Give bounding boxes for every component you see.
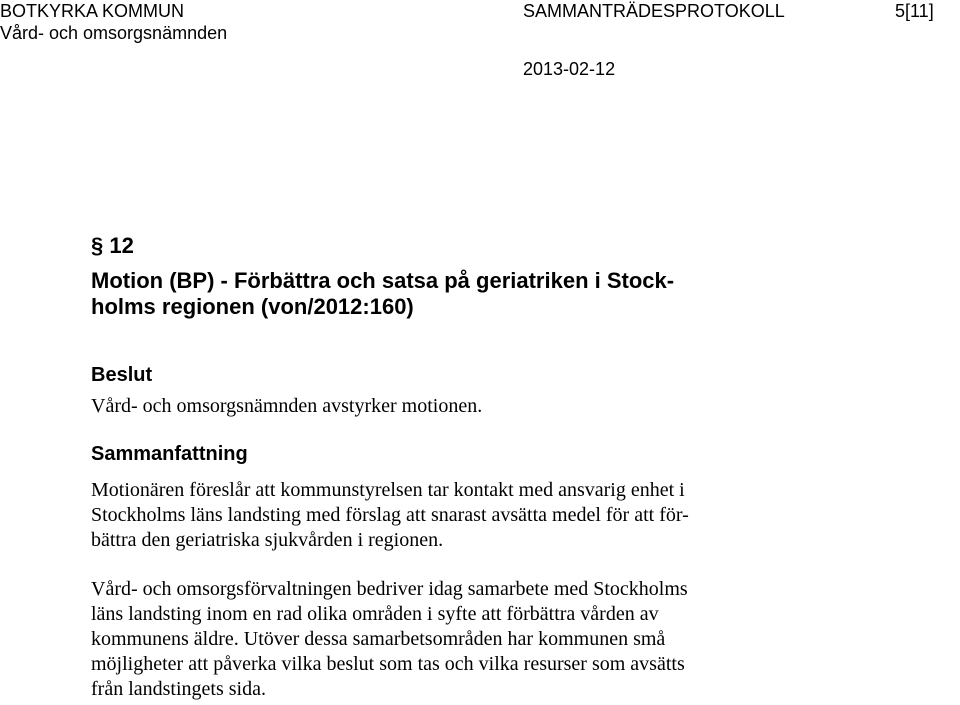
section-title-line: Motion (BP) - Förbättra och satsa på geriatriken i Stock- xyxy=(91,268,675,293)
summary-line: möjligheter att påverka vilka beslut som tas och vilka resurser som avsätts xyxy=(91,653,685,675)
summary-heading: Sammanfattning xyxy=(91,443,248,465)
document-type: SAMMANTRÄDESPROTOKOLL xyxy=(523,1,785,21)
section-number: § 12 xyxy=(91,233,134,258)
summary-line: Vård- och omsorgsförvaltningen bedriver idag samarbete med Stockholms xyxy=(91,578,688,600)
meeting-date: 2013-02-12 xyxy=(523,59,616,79)
section-title-line: holms regionen (von/2012:160) xyxy=(91,294,414,319)
summary-line: från landstingets sida. xyxy=(91,678,266,700)
summary-line: läns landsting inom en rad olika områden i syfte att förbättra vården av xyxy=(91,603,659,625)
summary-line: Motionären föreslår att kommunstyrelsen tar kontakt med ansvarig enhet i xyxy=(91,479,685,501)
summary-line: Stockholms läns landsting med förslag att snarast avsätta medel för att för- xyxy=(91,504,689,526)
summary-line: bättra den geriatriska sjukvården i regionen. xyxy=(91,529,444,551)
decision-text: Vård- och omsorgsnämnden avstyrker motionen. xyxy=(91,395,483,417)
summary-line: kommunens äldre. Utöver dessa samarbetsområden har kommunen små xyxy=(91,628,666,650)
page-number: 5[11] xyxy=(895,1,934,21)
organization-name: BOTKYRKA KOMMUN xyxy=(0,1,185,21)
decision-heading: Beslut xyxy=(91,364,153,386)
committee-name: Vård- och omsorgsnämnden xyxy=(0,23,228,43)
